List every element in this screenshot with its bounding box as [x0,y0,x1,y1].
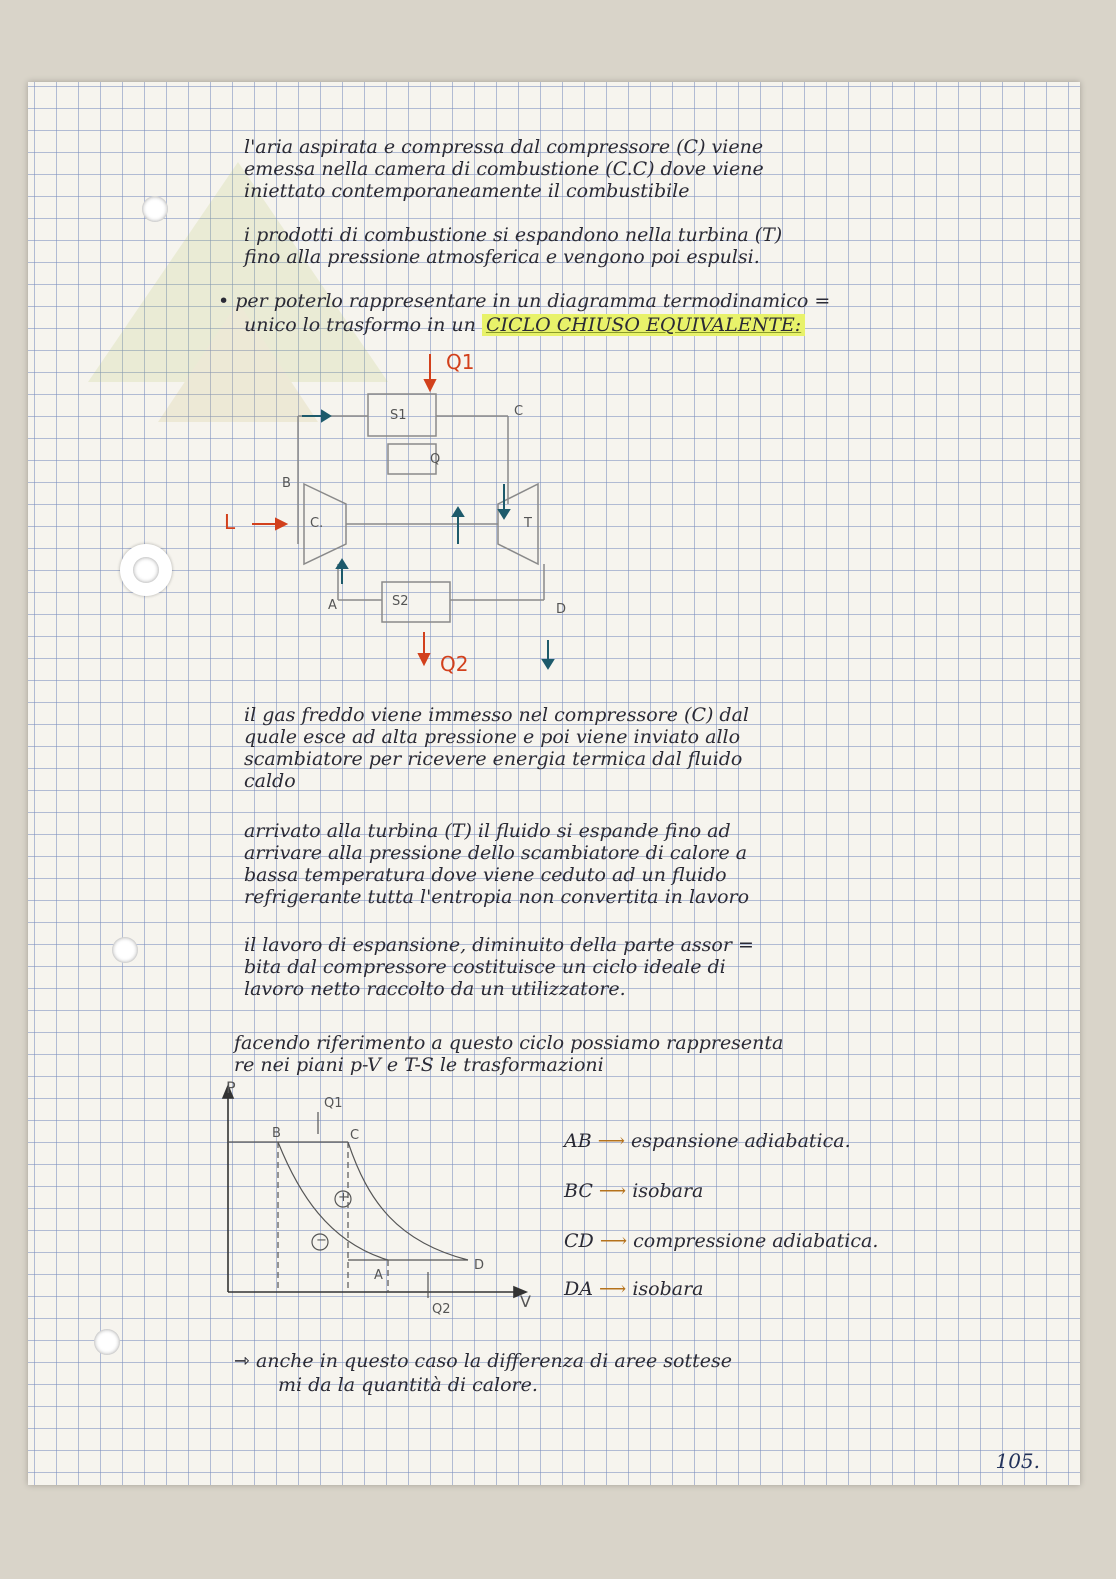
pv-point-c: C [350,1128,360,1143]
text-line: per poterlo rappresentare in un diagramma termodinamico = [235,290,831,312]
notebook-page [28,82,1080,1485]
text-line: fino alla pressione atmosferica e vengono poi espulsi. [244,246,760,268]
arrow-icon: ⇾ [234,1350,250,1372]
turbine-label: T [524,516,532,531]
work-label: L [224,510,236,534]
q1-label: Q1 [446,350,475,374]
legend-text: compressione adiabatica. [633,1230,879,1252]
curve-ab [278,1142,388,1260]
text-line: mi da la quantità di calore. [278,1374,538,1396]
text-line: il lavoro di espansione, diminuito della parte assor = [244,934,754,956]
s2-label: S2 [392,594,409,609]
segment-label: AB [564,1130,592,1152]
negative-area-sign: − [316,1233,327,1248]
legend-item [564,1278,703,1300]
punch-hole [94,1329,120,1355]
text-line: arrivato alla turbina (T) il fluido si espande fino ad [244,820,731,842]
pv-point-d: D [474,1258,485,1273]
text-line: iniettato contemporaneamente il combustibile [244,180,690,202]
compressor-label: C. [310,516,324,531]
final-line [234,1350,732,1372]
text-line: bassa temperatura dove viene ceduto ad un fluido [244,864,727,886]
punch-hole [112,937,138,963]
text-line: l'aria aspirata e compressa dal compressore (C) viene [244,136,764,158]
point-d-label: D [556,602,567,617]
text-line: facendo riferimento a questo ciclo possiamo rappresenta [234,1032,784,1054]
pv-point-a: A [374,1268,383,1283]
text-line: refrigerante tutta l'entropia non convertita in lavoro [244,886,750,908]
text-line: scambiatore per ricevere energia termica dal fluido [244,748,743,770]
text-line: lavoro netto raccolto da un utilizzatore. [244,978,626,1000]
q-label: Q [430,452,441,467]
point-c-label: C [514,404,524,419]
curve-cd [348,1142,468,1260]
segment-label: BC [564,1180,593,1202]
punch-hole [142,196,168,222]
text-line: re nei piani p-V e T-S le trasformazioni [234,1054,604,1076]
legend-text: isobara [632,1278,704,1300]
text-line: unico lo trasformo in un [244,314,476,336]
text-line: i prodotti di combustione si espandono nella turbina (T) [244,224,783,246]
punch-hole-reinforced [120,544,172,596]
shaft-box [388,444,436,474]
page-number: 105. [995,1449,1040,1473]
legend-text: espansione adiabatica. [631,1130,851,1152]
text-line: quale esce ad alta pressione e poi viene inviato allo [244,726,741,748]
p-axis-label: P [226,1078,236,1097]
pv-q1-label: Q1 [324,1096,343,1111]
segment-label: CD [564,1230,594,1252]
arrow-icon: ⟶ [599,1230,628,1252]
text-line: caldo [244,770,296,792]
legend-item [564,1230,878,1252]
arrow-icon: ⟶ [599,1278,627,1300]
text-line: bita dal compressore costituisce un ciclo ideale di [244,956,726,978]
q2-label: Q2 [440,652,469,676]
pv-q2-label: Q2 [432,1302,451,1317]
point-b-label: B [282,476,291,491]
s1-label: S1 [390,408,407,423]
positive-area-sign: + [338,1190,349,1205]
segment-label: DA [564,1278,593,1300]
text-line: anche in questo caso la differenza di aree sottese [255,1350,732,1372]
text-line: il gas freddo viene immesso nel compressore (C) dal [244,704,750,726]
v-axis-label: V [520,1292,531,1311]
pv-diagram [218,1082,538,1322]
arrow-icon: ⟶ [597,1130,625,1152]
text-line-with-highlight [244,314,805,336]
legend-item [564,1180,703,1202]
cycle-schematic [198,344,618,684]
arrow-icon: ⟶ [598,1180,627,1202]
highlighted-term: CICLO CHIUSO EQUIVALENTE: [482,314,805,336]
bullet-line: • per poterlo rappresentare in un diagramma termodinamico = [218,290,831,312]
text-line: emessa nella camera di combustione (C.C) dove viene [244,158,764,180]
legend-text: isobara [632,1180,704,1202]
pv-point-b: B [272,1126,281,1141]
text-line: arrivare alla pressione dello scambiatore di calore a [244,842,748,864]
point-a-label: A [328,598,337,613]
legend-item [564,1130,851,1152]
